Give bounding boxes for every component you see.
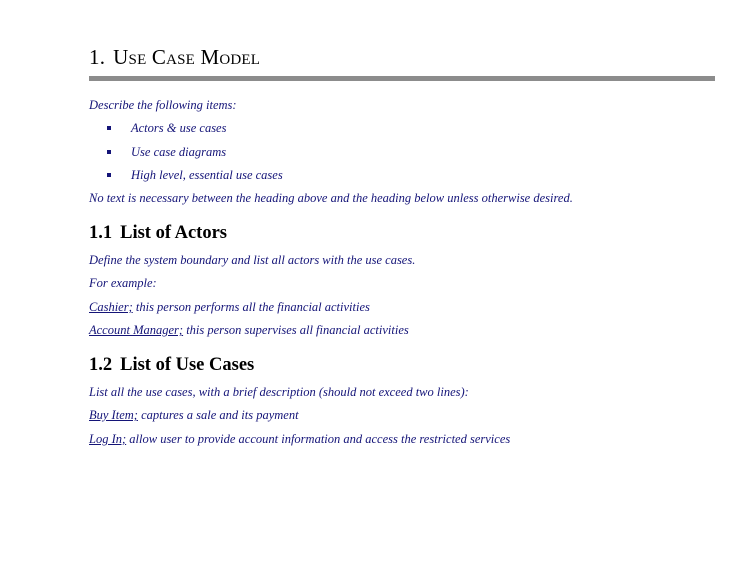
intro-note: No text is necessary between the heading above and the heading below unless otherwise desired. <box>89 191 573 205</box>
actors-description: Define the system boundary and list all actors with the use cases. <box>89 253 416 267</box>
bullet-square-icon <box>107 126 111 130</box>
actor-name: Account Manager; <box>89 323 184 337</box>
actor-description: this person performs all the financial activities <box>132 300 370 314</box>
heading-list-of-use-cases <box>89 355 254 376</box>
actor-entry <box>89 300 370 315</box>
usecase-description: captures a sale and its payment <box>137 408 299 422</box>
usecase-name: Buy Item; <box>89 408 138 422</box>
section-number: 1.1 <box>89 223 113 243</box>
actor-entry <box>89 323 409 338</box>
usecase-name: Log In; <box>89 432 127 446</box>
heading-number: 1. <box>89 45 106 69</box>
bullet-text: Use case diagrams <box>131 145 227 159</box>
actor-description: this person supervises all financial activities <box>183 323 409 337</box>
section-title: List of Use Cases <box>120 355 255 375</box>
section-number: 1.2 <box>89 355 113 375</box>
usecase-entry <box>89 432 510 447</box>
usecases-description: List all the use cases, with a brief description (should not exceed two lines): <box>89 385 469 399</box>
bullet-square-icon <box>107 150 111 154</box>
heading-title: Use Case Model <box>113 45 261 69</box>
bullet-text: Actors & use cases <box>131 121 227 135</box>
intro-prompt: Describe the following items: <box>89 98 237 112</box>
usecase-description: allow user to provide account information and access the restricted services <box>126 432 511 446</box>
bullet-text: High level, essential use cases <box>131 168 283 182</box>
section-title: List of Actors <box>120 223 227 243</box>
heading-list-of-actors <box>89 223 227 244</box>
actor-name: Cashier; <box>89 300 133 314</box>
actors-example-label: For example: <box>89 276 157 290</box>
bullet-square-icon <box>107 173 111 177</box>
usecase-entry <box>89 408 299 423</box>
heading-rule <box>89 76 715 81</box>
heading-use-case-model <box>89 45 260 70</box>
